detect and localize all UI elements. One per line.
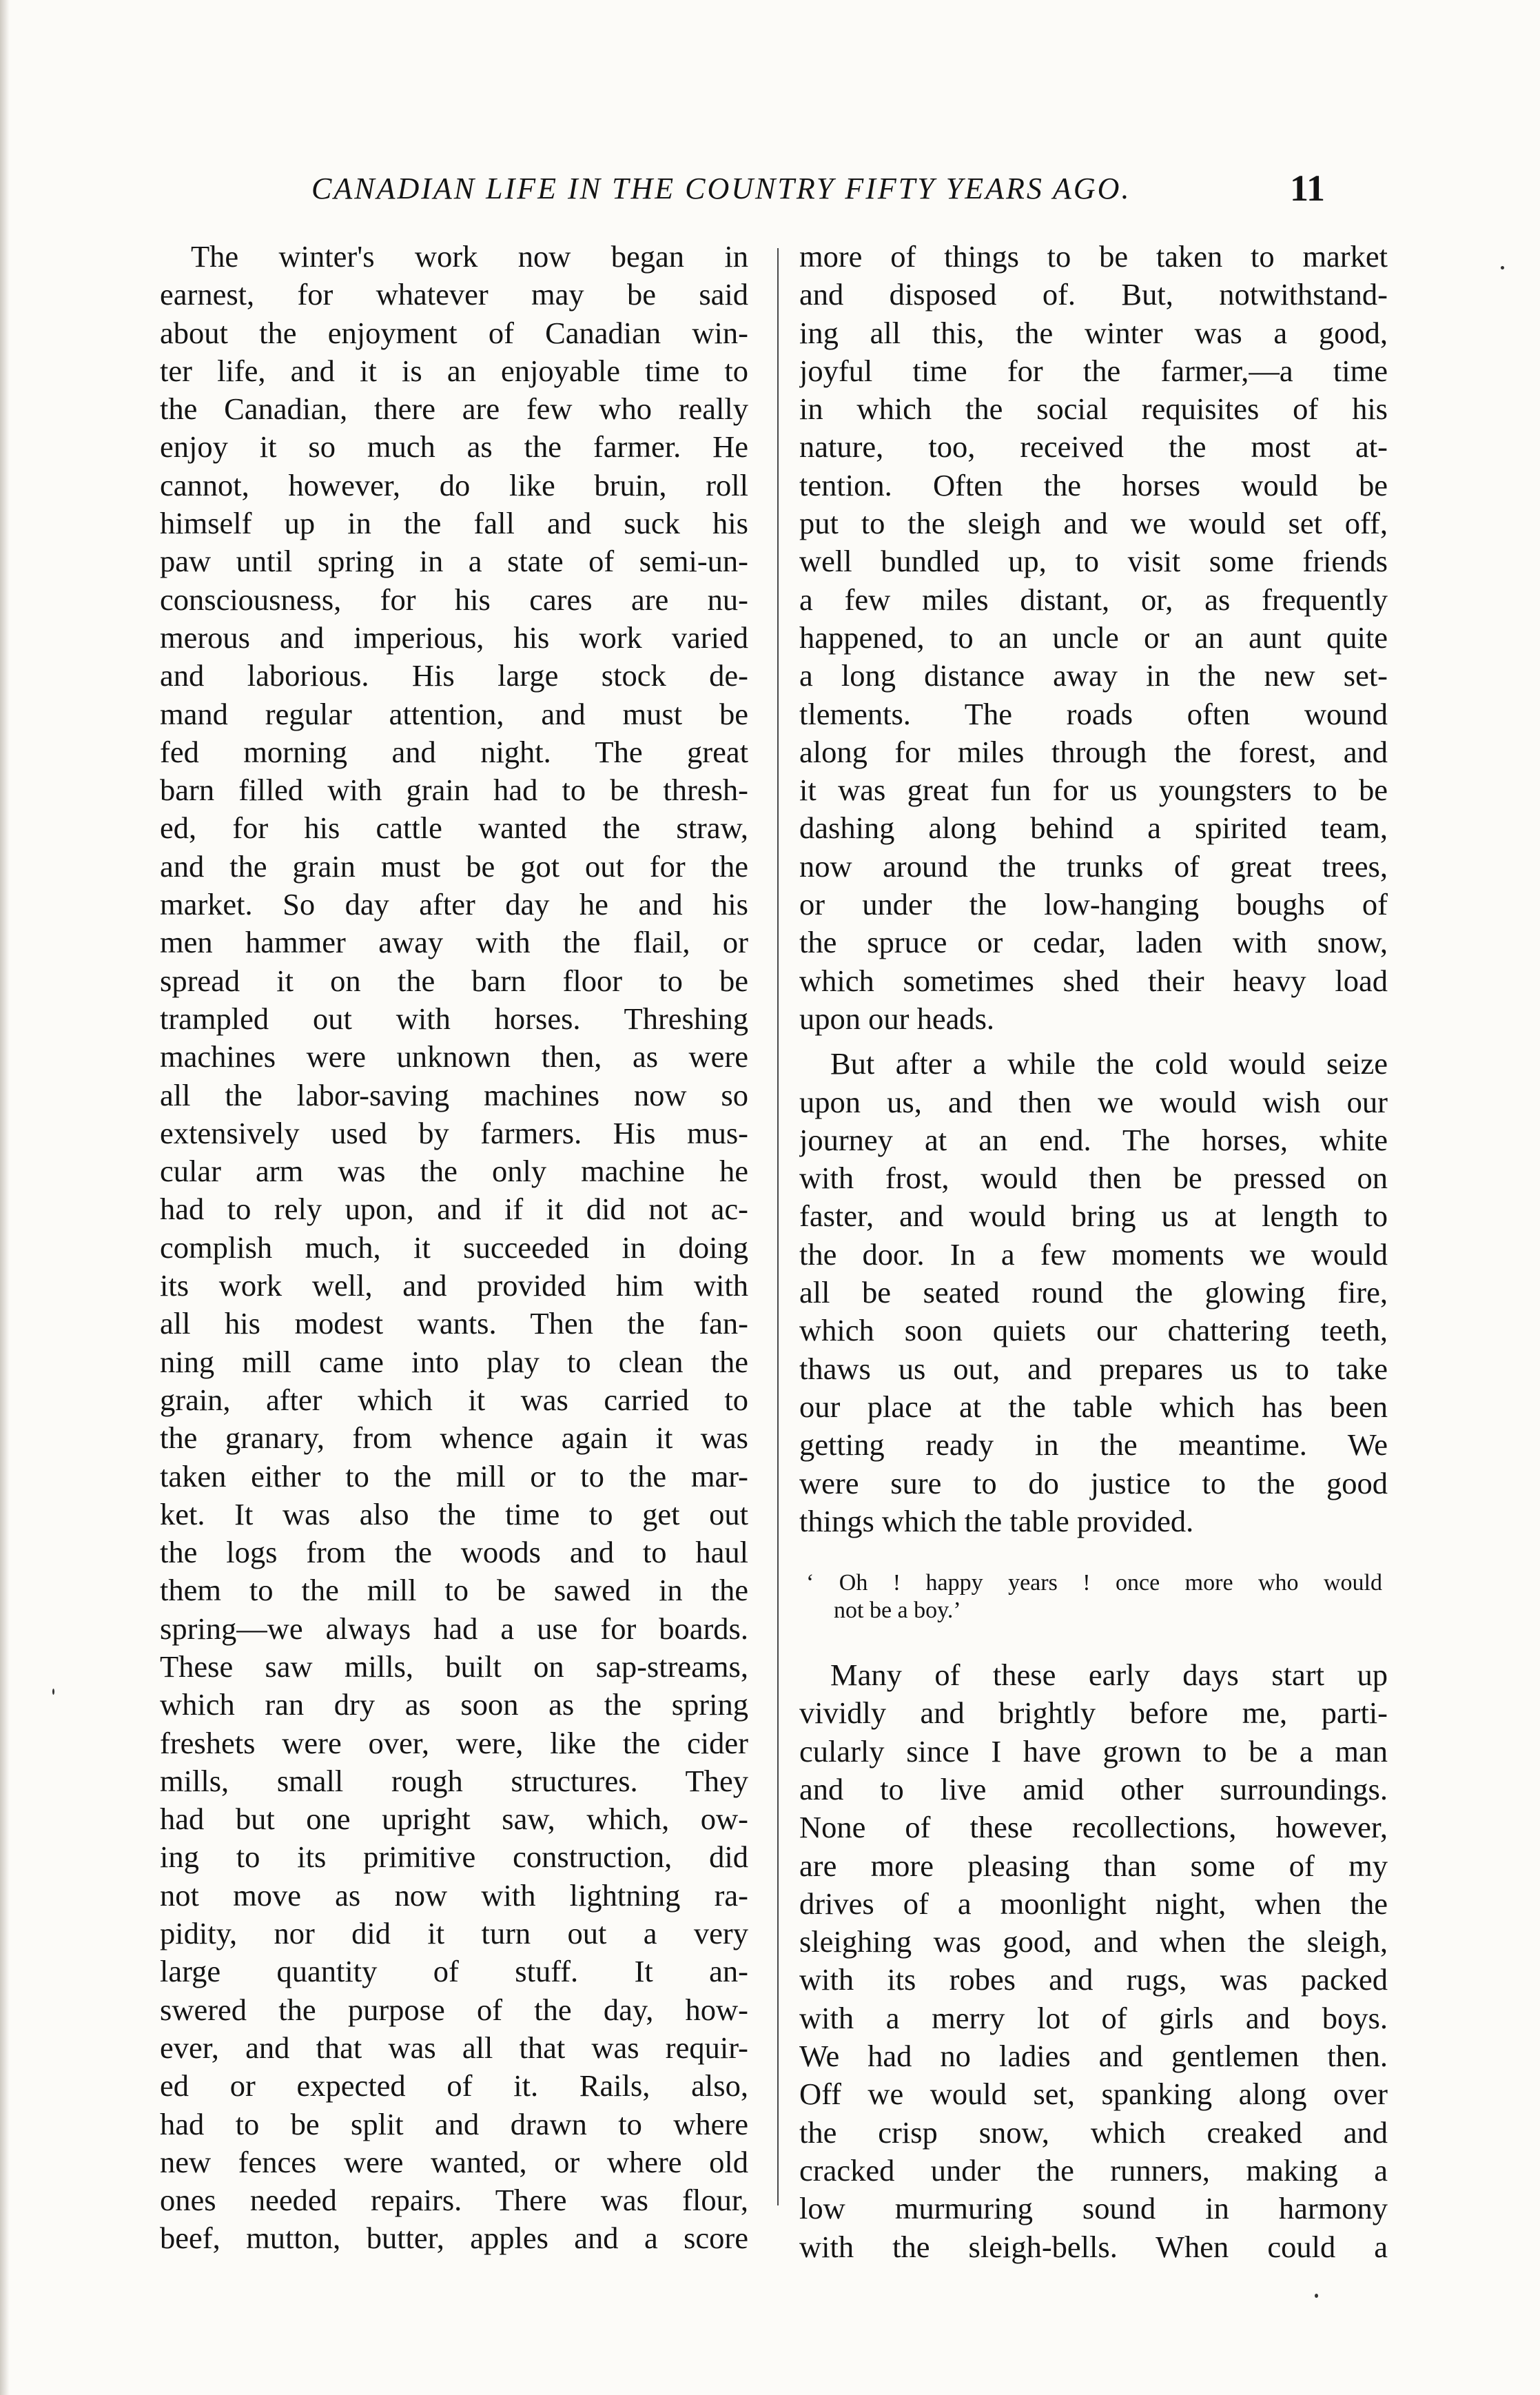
text-line: grain, after which it was carried to bbox=[160, 1382, 748, 1417]
text-line: it was great fun for us youngsters to be bbox=[799, 773, 1388, 808]
text-line: cularly since I have grown to be a man bbox=[799, 1733, 1388, 1769]
print-speck bbox=[52, 1689, 54, 1695]
text-line: with frost, would then be pressed on bbox=[799, 1161, 1388, 1196]
block-quote bbox=[799, 1569, 1388, 1624]
text-line: and to live amid other surroundings. bbox=[799, 1771, 1388, 1806]
running-head: CANADIAN LIFE IN THE COUNTRY FIFTY YEARS AGO. bbox=[311, 172, 1131, 205]
text-line: in which the social requisites of his bbox=[799, 391, 1388, 427]
text-line: low murmuring sound in harmony bbox=[799, 2191, 1388, 2226]
text-line: well bundled up, to visit some friends bbox=[799, 544, 1388, 579]
text-line: about the enjoyment of Canadian win- bbox=[160, 315, 748, 350]
right-column bbox=[799, 238, 1388, 2266]
text-line: new fences were wanted, or where old bbox=[160, 2144, 748, 2179]
text-line: its work well, and provided him with bbox=[160, 1268, 748, 1303]
text-line: the granary, from whence again it was bbox=[160, 1420, 748, 1456]
text-line: cracked under the runners, making a bbox=[799, 2152, 1388, 2188]
text-line: put to the sleigh and we would set off, bbox=[799, 506, 1388, 541]
text-line: had to rely upon, and if it did not ac- bbox=[160, 1192, 748, 1227]
text-line: with the sleigh-bells. When could a bbox=[799, 2229, 1388, 2264]
text-line: These saw mills, built on sap-streams, bbox=[160, 1649, 748, 1684]
text-line: now around the trunks of great trees, bbox=[799, 848, 1388, 884]
text-line: ket. It was also the time to get out bbox=[160, 1496, 748, 1531]
text-line: himself up in the fall and suck his bbox=[160, 506, 748, 541]
text-line: merous and imperious, his work varied bbox=[160, 620, 748, 655]
text-line: ing all this, the winter was a good, bbox=[799, 315, 1388, 350]
left-column bbox=[160, 238, 748, 2258]
text-line: The winter's work now began in bbox=[191, 239, 748, 274]
text-line: ones needed repairs. There was flour, bbox=[160, 2183, 748, 2218]
text-line: complish much, it succeeded in doing bbox=[160, 1230, 748, 1265]
text-line: We had no ladies and gentlemen then. bbox=[799, 2039, 1388, 2074]
text-line: with a merry lot of girls and boys. bbox=[799, 2000, 1388, 2035]
text-line: freshets were over, were, like the cider bbox=[160, 1725, 748, 1760]
text-line: things which the table provided. bbox=[799, 1503, 1194, 1538]
text-line: were sure to do justice to the good bbox=[799, 1465, 1388, 1500]
text-line: all be seated round the glowing fire, bbox=[799, 1275, 1388, 1310]
text-line: all his modest wants. Then the fan- bbox=[160, 1306, 748, 1341]
text-line: the logs from the woods and to haul bbox=[160, 1535, 748, 1570]
text-line: upon us, and then we would wish our bbox=[799, 1084, 1388, 1119]
text-line: more of things to be taken to market bbox=[799, 239, 1388, 274]
text-line: ed, for his cattle wanted the straw, bbox=[160, 811, 748, 846]
quote-line: not be a boy.’ bbox=[834, 1598, 961, 1624]
text-line: drives of a moonlight night, when the bbox=[799, 1886, 1388, 1921]
text-line: or under the low-hanging boughs of bbox=[799, 887, 1388, 922]
paragraph-moonlight-drives bbox=[799, 1656, 1388, 2266]
print-speck bbox=[1501, 266, 1504, 269]
text-line: fed morning and night. The great bbox=[160, 734, 748, 769]
text-line: the door. In a few moments we would bbox=[799, 1236, 1388, 1272]
text-line: all the labor-saving machines now so bbox=[160, 1077, 748, 1112]
text-line: enjoy it so much as the farmer. He bbox=[160, 429, 748, 465]
text-line: trampled out with horses. Threshing bbox=[160, 1001, 748, 1036]
text-line: journey at an end. The horses, white bbox=[799, 1122, 1388, 1157]
text-line: nature, too, received the most at- bbox=[799, 429, 1388, 465]
text-line: pidity, nor did it turn out a very bbox=[160, 1916, 748, 1951]
text-line: which ran dry as soon as the spring bbox=[160, 1687, 748, 1722]
text-line: faster, and would bring us at length to bbox=[799, 1199, 1388, 1234]
text-line: and laborious. His large stock de- bbox=[160, 658, 748, 693]
text-line: getting ready in the meantime. We bbox=[799, 1427, 1388, 1463]
text-line: men hammer away with the flail, or bbox=[160, 925, 748, 960]
text-line: which soon quiets our chattering teeth, bbox=[799, 1313, 1388, 1348]
paragraph-sleigh-visits bbox=[799, 238, 1388, 1038]
text-line: had to be split and drawn to where bbox=[160, 2106, 748, 2141]
text-line: large quantity of stuff. It an- bbox=[160, 1954, 748, 1989]
text-line: barn filled with grain had to be thresh- bbox=[160, 773, 748, 808]
text-line: had but one upright saw, which, ow- bbox=[160, 1802, 748, 1837]
text-line: ed or expected of it. Rails, also, bbox=[160, 2068, 748, 2103]
text-line: dashing along behind a spirited team, bbox=[799, 811, 1388, 846]
text-line: are more pleasing than some of my bbox=[799, 1848, 1388, 1883]
text-line: the spruce or cedar, laden with snow, bbox=[799, 925, 1388, 960]
text-line: swered the purpose of the day, how- bbox=[160, 1992, 748, 2027]
text-line: paw until spring in a state of semi-un- bbox=[160, 544, 748, 579]
text-line: Off we would set, spanking along over bbox=[799, 2077, 1388, 2112]
text-line: None of these recollections, however, bbox=[799, 1810, 1388, 1845]
text-line: market. So day after day he and his bbox=[160, 887, 748, 922]
text-line: But after a while the cold would seize bbox=[830, 1046, 1388, 1081]
quote-line: ‘ Oh ! happy years ! once more who would bbox=[806, 1570, 1382, 1596]
text-line: which sometimes shed their heavy load bbox=[799, 963, 1388, 998]
text-line: our place at the table which has been bbox=[799, 1389, 1388, 1424]
text-line: mand regular attention, and must be bbox=[160, 696, 748, 731]
text-line: upon our heads. bbox=[799, 1001, 995, 1036]
text-line: not move as now with lightning ra- bbox=[160, 1877, 748, 1913]
text-line: mills, small rough structures. They bbox=[160, 1763, 748, 1798]
text-line: spring—we always had a use for boards. bbox=[160, 1611, 748, 1646]
paragraph-cold-journey bbox=[799, 1045, 1388, 1540]
text-line: machines were unknown then, as were bbox=[160, 1039, 748, 1074]
text-line: Many of these early days start up bbox=[830, 1658, 1388, 1693]
text-line: the crisp snow, which creaked and bbox=[799, 2114, 1388, 2150]
text-line: earnest, for whatever may be said bbox=[160, 277, 748, 312]
text-line: ter life, and it is an enjoyable time to bbox=[160, 353, 748, 388]
text-line: extensively used by farmers. His mus- bbox=[160, 1115, 748, 1150]
text-line: cannot, however, do like bruin, roll bbox=[160, 467, 748, 502]
text-line: beef, mutton, butter, apples and a score bbox=[160, 2221, 748, 2256]
text-line: a few miles distant, or, as frequently bbox=[799, 582, 1388, 617]
print-speck bbox=[1315, 2294, 1318, 2298]
text-line: happened, to an uncle or an aunt quite bbox=[799, 620, 1388, 655]
text-line: tlements. The roads often wound bbox=[799, 696, 1388, 731]
text-line: ning mill came into play to clean the bbox=[160, 1344, 748, 1379]
text-line: cular arm was the only machine he bbox=[160, 1154, 748, 1189]
text-line: sleighing was good, and when the sleigh, bbox=[799, 1924, 1388, 1959]
text-line: ever, and that was all that was requir- bbox=[160, 2030, 748, 2065]
paragraph-gap bbox=[799, 1038, 1388, 1045]
text-line: thaws us out, and prepares us to take bbox=[799, 1351, 1388, 1386]
text-line: and disposed of. But, notwithstand- bbox=[799, 277, 1388, 312]
text-line: spread it on the barn floor to be bbox=[160, 963, 748, 998]
text-line: along for miles through the forest, and bbox=[799, 734, 1388, 769]
page-number: 11 bbox=[1290, 167, 1326, 209]
text-line: with its robes and rugs, was packed bbox=[799, 1962, 1388, 1997]
column-divider bbox=[777, 248, 779, 2205]
text-line: taken either to the mill or to the mar- bbox=[160, 1458, 748, 1494]
page-edge bbox=[0, 0, 10, 2395]
text-line: a long distance away in the new set- bbox=[799, 658, 1388, 693]
text-line: the Canadian, there are few who really bbox=[160, 391, 748, 427]
text-line: joyful time for the farmer,—a time bbox=[799, 353, 1388, 388]
text-line: consciousness, for his cares are nu- bbox=[160, 582, 748, 617]
text-line: and the grain must be got out for the bbox=[160, 848, 748, 884]
text-line: them to the mill to be sawed in the bbox=[160, 1573, 748, 1608]
text-line: vividly and brightly before me, parti- bbox=[799, 1695, 1388, 1731]
text-line: tention. Often the horses would be bbox=[799, 467, 1388, 502]
text-line: ing to its primitive construction, did bbox=[160, 1839, 748, 1875]
